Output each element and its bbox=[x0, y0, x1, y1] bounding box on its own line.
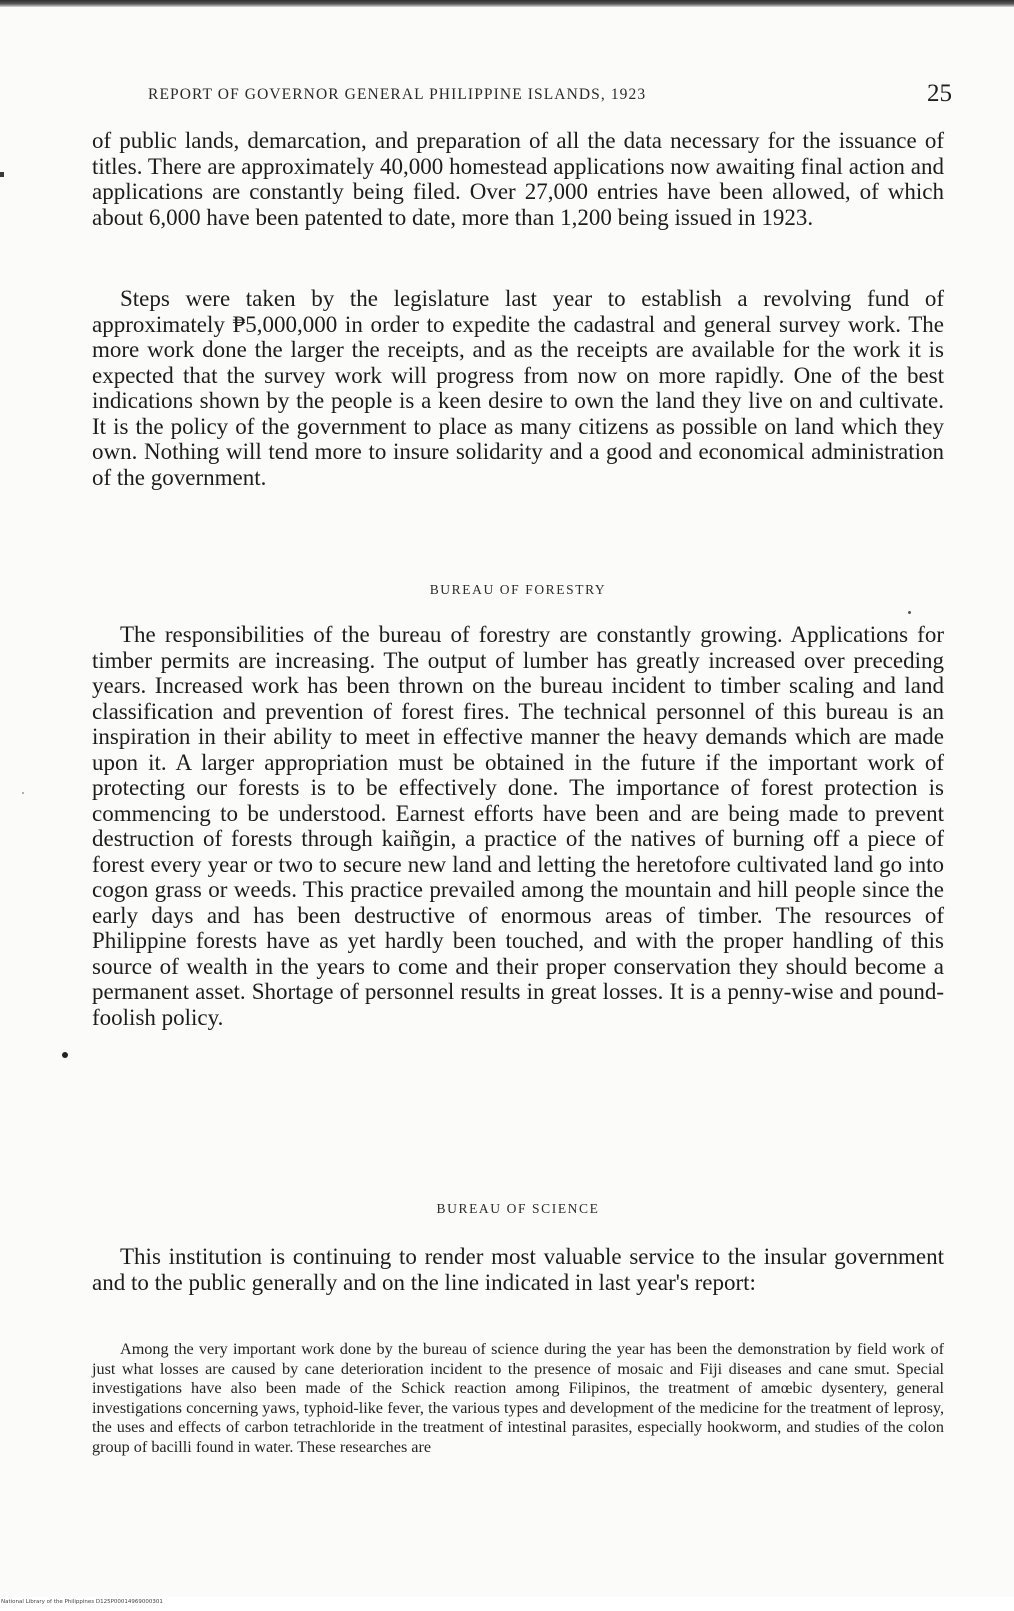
margin-bullet-mark bbox=[62, 1052, 68, 1058]
scan-speck bbox=[22, 792, 24, 794]
heading-bureau-of-science: BUREAU OF SCIENCE bbox=[436, 1201, 600, 1216]
page-number: 25 bbox=[927, 80, 952, 107]
paragraph-forestry: The responsibilities of the bureau of forestry are constantly growing. Applications for timber permits are increasing. The output of lumber has greatly increased over preceding years. Increased work has been thrown on the bureau incident to timber scaling and land classification and prevention of forest fires. The technical personnel of this bureau is an inspiration in their ability to meet in effective manner the heavy demands which are made upon it. A larger appropriation must be obtained in the future if the important work of protecting our forests is to be effectively done. The importance of forest protection is commencing to be understood. Earnest efforts have been and are being made to prevent destruction of forests through kaiñgin, a practice of the natives of burning off a piece of forest every year or two to secure new land and letting the heretofore cultivated land go into cogon grass or weeds. This practice prevailed among the mountain and hill people since the early days and has been destructive of enormous areas of timber. The resources of Philippine forests have as yet hardly been touched, and with the proper handling of this source of wealth in the years to come and their proper conservation they should become a permanent asset. Shortage of personnel results in great losses. It is a penny-wise and pound-foolish policy. bbox=[92, 622, 944, 1030]
scan-speck bbox=[908, 611, 911, 614]
heading-bureau-of-forestry: BUREAU OF FORESTRY bbox=[429, 582, 607, 597]
page-header bbox=[96, 80, 952, 114]
scan-mark bbox=[0, 172, 4, 177]
scan-credit: National Library of the Philippines D125P00014969000301 bbox=[1, 1599, 163, 1605]
running-head: REPORT OF GOVERNOR GENERAL PHILIPPINE ISLANDS, 1923 bbox=[148, 86, 647, 103]
paragraph-science: This institution is continuing to render most valuable service to the insular government and to the public generally and on the line indicated in last year's report: bbox=[92, 1244, 944, 1295]
paragraph-survey-fund: Steps were taken by the legislature last year to establish a revolving fund of approximately ₱5,000,000 in order to expedite the cadastral and general survey work. The more work done the larger the receipts, and as the receipts are available for the work it is expected that the survey work will progress from now on more rapidly. One of the best indications shown by the people is a keen desire to own the land they live on and cultivate. It is the policy of the government to place as many citizens as possible on land which they own. Nothing will tend more to insure solidarity and a good and economical administration of the government. bbox=[92, 286, 944, 490]
scan-top-edge bbox=[0, 0, 1014, 7]
paragraph-public-lands: of public lands, demarcation, and preparation of all the data necessary for the issuance of titles. There are approximately 40,000 homestead applications now awaiting final action and applications are constantly being filed. Over 27,000 entries have been allowed, of which about 6,000 have been patented to date, more than 1,200 being issued in 1923. bbox=[92, 128, 944, 230]
quoted-report-excerpt: Among the very important work done by the bureau of science during the year has been the demonstration by field work of just what losses are caused by cane deterioration incident to the presence of mosaic and Fiji diseases and cane smut. Special investigations have also been made of the Schick reaction among Filipinos, the treatment of amœbic dysentery, general investigations concerning yaws, typhoid-like fever, the various types and development of the medicine for the treatment of leprosy, the uses and effects of carbon tetrachloride in the treatment of intestinal parasites, especially hookworm, and studies of the colon group of bacilli found in water. These researches are bbox=[92, 1340, 944, 1456]
